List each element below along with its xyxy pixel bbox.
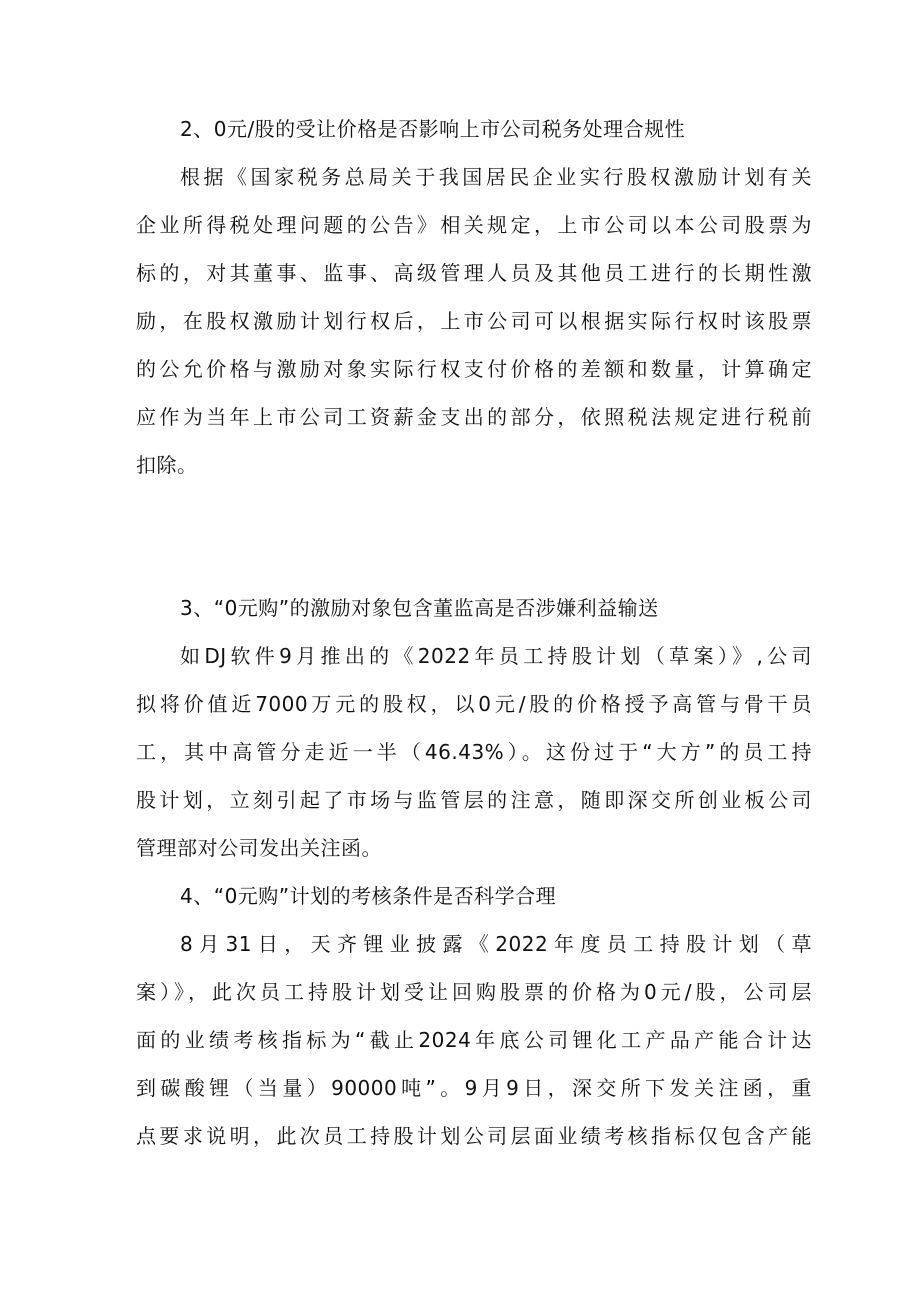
- section-4-line-4: 到碳酸锂（当量）90000吨”。9月9日，深交所下发关注函，重: [136, 1076, 812, 1100]
- section-3-line-4: 股计划，立刻引起了市场与监管层的注意，随即深交所创业板公司: [136, 788, 812, 812]
- section-2-line-2: 企业所得税处理问题的公告》相关规定，上市公司以本公司股票为: [136, 213, 812, 237]
- section-3-line-1: 如DJ软件9月推出的《2022年员工持股计划（草案）》,公司: [180, 644, 812, 668]
- section-4-line-3: 面的业绩考核指标为“截止2024年底公司锂化工产品产能合计达: [136, 1028, 812, 1052]
- section-4-heading: 4、“0元购”计划的考核条件是否科学合理: [180, 884, 557, 908]
- section-4-line-2: 案）》，此次员工持股计划受让回购股票的价格为0元/股，公司层: [136, 980, 812, 1004]
- section-3-heading: 3、“0元购”的激励对象包含董监高是否涉嫌利益输送: [180, 596, 659, 620]
- section-2-line-1: 根据《国家税务总局关于我国居民企业实行股权激励计划有关: [180, 165, 812, 189]
- section-2-line-3: 标的，对其董事、监事、高级管理人员及其他员工进行的长期性激: [136, 261, 812, 285]
- section-4-line-5: 点要求说明，此次员工持股计划公司层面业绩考核指标仅包含产能: [136, 1124, 812, 1148]
- section-3-line-5: 管理部对公司发出关注函。: [136, 836, 382, 860]
- section-2-line-7: 扣除。: [136, 453, 198, 477]
- section-2-line-6: 应作为当年上市公司工资薪金支出的部分，依照税法规定进行税前: [136, 405, 812, 429]
- section-2-line-4: 励，在股权激励计划行权后，上市公司可以根据实际行权时该股票: [136, 309, 812, 333]
- section-3-line-3: 工，其中高管分走近一半（46.43%）。这份过于“大方”的员工持: [136, 740, 812, 764]
- section-4-line-1: 8月31日，天齐锂业披露《2022年度员工持股计划（草: [180, 932, 812, 956]
- section-2-heading: 2、0元/股的受让价格是否影响上市公司税务处理合规性: [180, 117, 686, 141]
- section-3-line-2: 拟将价值近7000万元的股权，以0元/股的价格授予高管与骨干员: [136, 692, 812, 716]
- section-2-line-5: 的公允价格与激励对象实际行权支付价格的差额和数量，计算确定: [136, 357, 812, 381]
